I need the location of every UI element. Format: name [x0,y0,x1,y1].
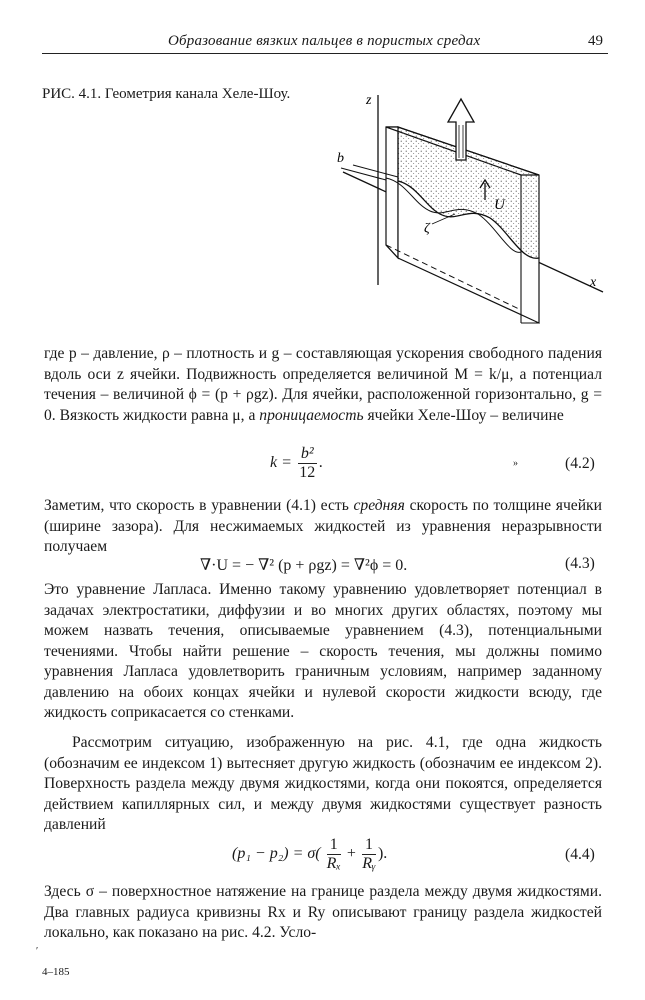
velocity-label: U [494,197,505,213]
paragraph-1-end: ячейки Хеле-Шоу – величине [367,406,564,424]
z-axis-label: z [366,93,372,108]
eq44-num1: 1 [327,836,341,855]
equation-4-3-number: (4.3) [565,555,595,572]
printer-signature: 4–185 [42,966,70,978]
paragraph-2 [44,496,602,558]
equation-4-2 [270,445,323,485]
paragraph-2-text-b: скорость по толщине ячейки (ширине зазора). Для несжимаемых жидкостей из уравнения неразрывности получаем [44,497,602,555]
paragraph-3 [44,580,602,724]
paragraph-4-text: Рассмотрим ситуацию, изображенную на рис. 4.1, где одна жидкость (обозначим ее индексом 1) вытесняет другую жидкость (обозначим ее индексом 2). Поверхность раздела между двумя жидкостями, когда они покоятся, определяется действием капиллярных сил, и между двумя жидкостями существует разность давлений [44,734,602,833]
header-rule [42,53,608,54]
x-axis-label: x [590,275,597,290]
paragraph-2-text-a: Заметим, что скорость в уравнении (4.1) есть [44,497,349,514]
eq42-fraction [298,445,317,482]
eq44-den1: Rₓ [326,855,341,872]
paragraph-2-italic: средняя [353,497,405,514]
eq44-lhs: (p₁ − p₂) = σ( [232,845,321,863]
eq44-fraction-1 [327,836,341,873]
corner-mark: ʹ [36,946,39,957]
cell-left-edge [386,127,398,258]
eq44-tail: ). [377,845,388,863]
paragraph-1 [44,344,602,426]
running-header-title: Образование вязких пальцев в пористых средах [168,33,481,49]
eq42-lhs: k = [270,454,292,472]
eq42-denominator: 12 [299,464,316,481]
stray-mark: » [513,458,518,469]
paragraph-5 [44,882,602,944]
paragraph-1-text: где p – давление, ρ – плотность и g – составляющая ускорения свободного падения вдоль оси z ячейки. Подвижность определяется величиной M = k/μ, а потенциал течения – величиной ϕ = (p + ρgz). Для ячейки, расположенной горизонтально, g = 0. Вязкость жидкости равна μ, а [44,345,602,424]
equation-4-2-number: (4.2) [565,455,595,472]
gap-width-label: b [337,151,344,166]
equation-4-3: ∇·U = − ∇² (p + ρgz) = ∇²ϕ = 0. [200,557,408,574]
paragraph-1-italic: проницаемость [259,406,364,424]
eq44-num2: 1 [362,836,376,855]
eq44-plus: + [346,845,356,863]
equation-4-4-number: (4.4) [565,846,595,863]
equation-4-4 [232,836,387,876]
paragraph-4 [44,733,602,836]
paragraph-5-text: Здесь σ – поверхностное натяжение на границе раздела между двумя жидкостями. Два главных радиуса кривизны Rx и Ry описывают границу раздела жидкостей локально, как показано на рис. 4.2. Усло- [44,883,602,941]
eq42-numerator: b² [298,445,317,464]
page-number: 49 [588,33,603,49]
hele-shaw-cell-figure [320,88,610,338]
eq42-tail: . [318,454,323,472]
figure-caption: РИС. 4.1. Геометрия канала Хеле-Шоу. [42,86,291,102]
paragraph-3-text: Это уравнение Лапласа. Именно такому уравнению удовлетворяет потенциал в задачах электростатики, диффузии и во многих других областях, поэтому мы можем назвать течения, описываемые уравнением (4.3), потенциальными течениями. Чтобы найти решение – скорость течения, мы должны помимо уравнения Лапласа удовлетворить граничным условиям, например заданному давлению на обоих концах ячейки и нулевой скорости жидкости всюду, где жидкость соприкасается со стенками. [44,581,602,721]
eq44-fraction-2 [362,836,376,873]
interface-label: ζ [424,221,430,236]
eq44-den2: Rᵧ [362,855,376,872]
